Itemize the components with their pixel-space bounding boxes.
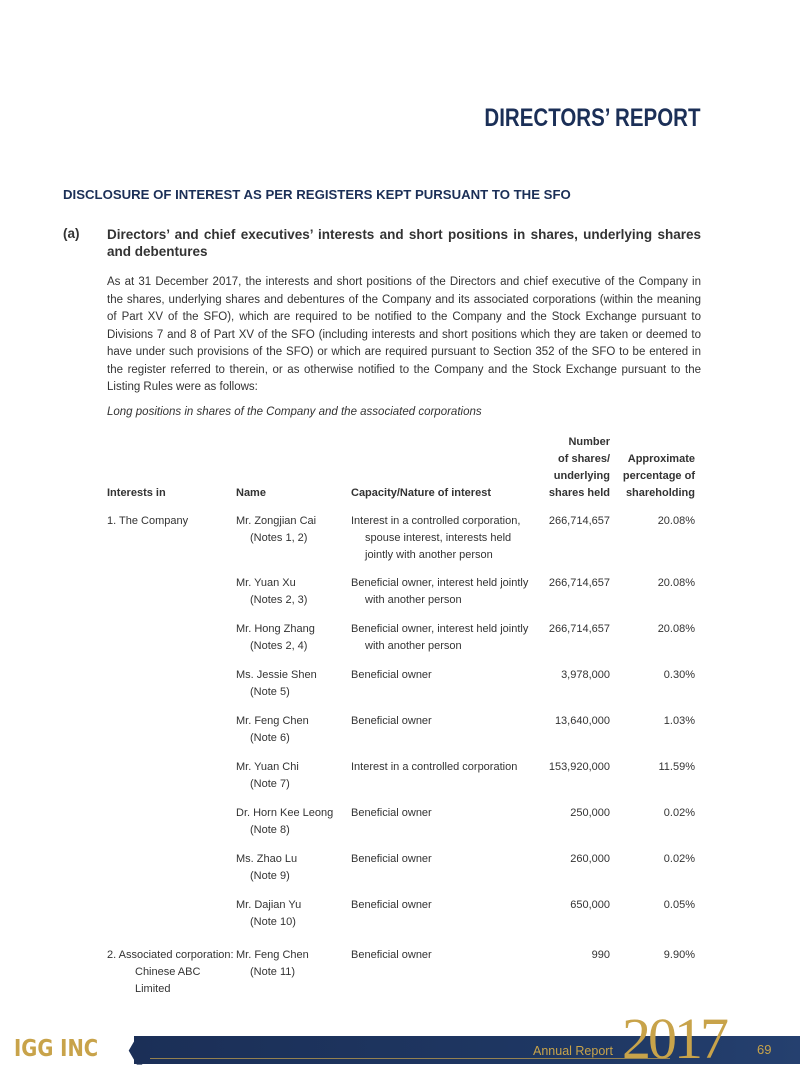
cell-capacity: Beneficial owner [351,949,432,961]
report-year: 2017 [622,1006,726,1071]
cell-percentage: 0.30% [663,669,695,681]
subsection-marker: (a) [63,226,80,241]
cell-number-of-shares: 266,714,657 [548,577,610,589]
cell-capacity: Beneficial owner [351,715,432,727]
cell-name: Ms. Zhao Lu (Note 9) [236,853,298,882]
cell-capacity: Beneficial owner [351,807,432,819]
cell-name: Mr. Yuan Xu (Notes 2, 3) [236,577,308,606]
cell-capacity: Beneficial owner [351,669,432,681]
cell-number-of-shares: 266,714,657 [548,515,610,527]
table-caption: Long positions in shares of the Company and the associated corporations [107,406,482,418]
subsection-heading: Directors’ and chief executives’ interests and short positions in shares, underlying shares and debentures [107,227,701,259]
cell-name: Mr. Yuan Chi (Note 7) [236,761,299,790]
cell-capacity: Interest in a controlled corporation [351,761,518,773]
cell-interests-in: 2. Associated corporation: Chinese ABC Limited [107,949,234,995]
cell-number-of-shares: 13,640,000 [554,715,610,727]
cell-name: Dr. Horn Kee Leong (Note 8) [236,807,334,836]
header-interests-in: Interests in [107,487,166,499]
header-percentage: Approximate percentage of shareholding [622,453,695,499]
cell-name: Mr. Zongjian Cai (Notes 1, 2) [236,515,317,544]
cell-number-of-shares: 266,714,657 [548,623,610,635]
cell-name: Ms. Jessie Shen (Note 5) [236,669,317,698]
cell-capacity: Beneficial owner [351,899,432,911]
cell-number-of-shares: 650,000 [570,899,610,911]
cell-capacity: Beneficial owner, interest held jointly with another person [351,623,529,652]
cell-percentage: 0.02% [663,853,695,865]
body-paragraph: As at 31 December 2017, the interests and short positions of the Directors and chief executive of the Company in the shares, underlying shares and debentures of the Company and its associated corporations (within the meaning of Part XV of the SFO), which are required to be notified to the Company and the Stock Exchange pursuant to Divisions 7 and 8 of Part XV of the SFO (including interests and short positions which they are taken or deemed to have under such provisions of the SFO) or which are required pursuant to Section 352 of the SFO to be entered in the register referred to therein, or as otherwise notified to the Company and the Stock Exchange pursuant to the Listing Rules were as follows: [107,276,701,393]
cell-number-of-shares: 250,000 [570,807,610,819]
cell-capacity: Interest in a controlled corporation, spouse interest, interests held jointly with another person [351,515,521,561]
cell-percentage: 20.08% [657,515,695,527]
page-number: 69 [757,1042,772,1057]
cell-percentage: 20.08% [657,623,695,635]
section-heading: DISCLOSURE OF INTEREST AS PER REGISTERS KEPT PURSUANT TO THE SFO [63,187,571,202]
page-title: DIRECTORS’ REPORT [483,104,700,132]
cell-capacity: Beneficial owner, interest held jointly with another person [351,577,529,606]
cell-name: Mr. Hong Zhang (Notes 2, 4) [236,623,315,652]
cell-number-of-shares: 153,920,000 [548,761,610,773]
header-number-of-shares: Number of shares/ underlying shares held [548,436,610,499]
annual-report-label: Annual Report [533,1044,613,1058]
cell-number-of-shares: 260,000 [570,853,610,865]
footer-divider [150,1058,670,1059]
cell-percentage: 1.03% [663,715,695,727]
header-capacity: Capacity/Nature of interest [351,487,491,499]
chevron-left-icon: ❮ [125,1032,147,1065]
cell-number-of-shares: 990 [591,949,610,961]
cell-percentage: 9.90% [663,949,695,961]
header-name: Name [236,487,266,499]
cell-name: Mr. Feng Chen (Note 11) [236,949,309,978]
cell-percentage: 11.59% [658,761,695,773]
cell-interests-in: 1. The Company [107,515,189,527]
brand-logo: IGG INC [14,1036,99,1062]
cell-percentage: 0.05% [663,899,695,911]
cell-percentage: 20.08% [657,577,695,589]
cell-name: Mr. Dajian Yu (Note 10) [236,899,302,928]
cell-percentage: 0.02% [663,807,695,819]
cell-number-of-shares: 3,978,000 [561,669,610,681]
cell-name: Mr. Feng Chen (Note 6) [236,715,309,744]
cell-capacity: Beneficial owner [351,853,432,865]
